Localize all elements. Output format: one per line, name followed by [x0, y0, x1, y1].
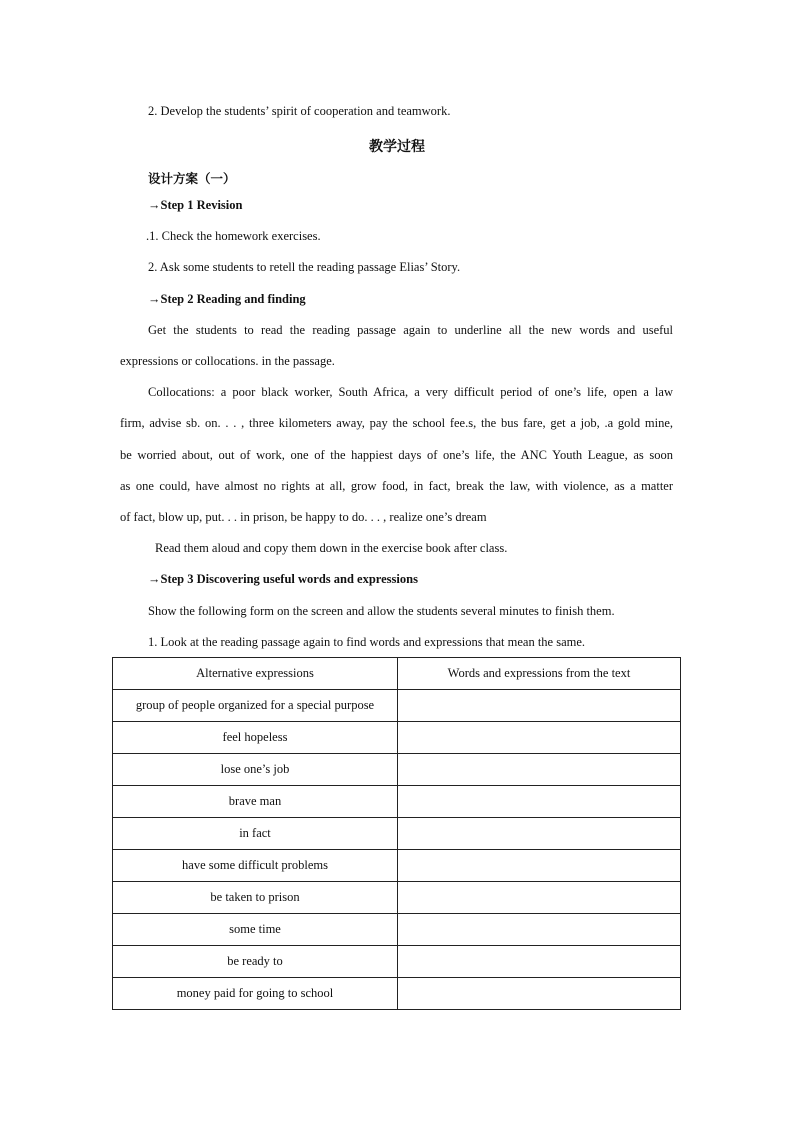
expressions-table — [112, 657, 681, 1010]
table-row — [113, 946, 681, 978]
answer-cell[interactable] — [398, 946, 681, 978]
answer-cell[interactable] — [398, 882, 681, 914]
table-row — [113, 754, 681, 786]
alternative-expression-cell: be ready to — [113, 946, 398, 978]
table-row — [113, 818, 681, 850]
alternative-expression-cell: have some difficult problems — [113, 850, 398, 882]
alternative-expression-cell: in fact — [113, 818, 398, 850]
answer-cell[interactable] — [398, 786, 681, 818]
step2-para1-line2: expressions or collocations. in the passage. — [120, 354, 335, 368]
step2-heading: →Step 2 Reading and finding — [148, 292, 306, 306]
step3-heading: →Step 3 Discovering useful words and expressions — [148, 572, 418, 586]
header-words-from-text: Words and expressions from the text — [398, 658, 681, 690]
table-row — [113, 722, 681, 754]
alternative-expression-cell: some time — [113, 914, 398, 946]
table-row — [113, 914, 681, 946]
step3-task1: 1. Look at the reading passage again to find words and expressions that mean the same. — [148, 635, 586, 649]
step3-intro: Show the following form on the screen and allow the students several minutes to finish them. — [148, 604, 615, 618]
collocations-line2: firm, advise sb. on. . . , three kilometers away, pay the school fee.s, the bus fare, get a job, .a gold mine, — [120, 416, 673, 430]
collocations-line3: be worried about, out of work, one of the happiest days of one’s life, the ANC Youth League, as soon — [120, 448, 673, 462]
alternative-expression-cell: be taken to prison — [113, 882, 398, 914]
table-row — [113, 690, 681, 722]
answer-cell[interactable] — [398, 850, 681, 882]
answer-cell[interactable] — [398, 754, 681, 786]
plan-title: 设计方案（一） — [148, 172, 236, 186]
answer-cell[interactable] — [398, 690, 681, 722]
step1-item2: 2. Ask some students to retell the reading passage Elias’ Story. — [148, 260, 461, 274]
alternative-expression-cell: feel hopeless — [113, 722, 398, 754]
table-row — [113, 786, 681, 818]
section-title: 教学过程 — [369, 140, 425, 155]
step1-item1: .1. Check the homework exercises. — [146, 229, 321, 243]
step2-para1-line1: Get the students to read the reading passage again to underline all the new words and useful — [148, 323, 673, 337]
objective-2: 2. Develop the students’ spirit of cooperation and teamwork. — [148, 104, 451, 118]
table-row — [113, 882, 681, 914]
table-row — [113, 850, 681, 882]
answer-cell[interactable] — [398, 914, 681, 946]
collocations-line5: of fact, blow up, put. . . in prison, be happy to do. . . , realize one’s dream — [120, 510, 487, 524]
alternative-expression-cell: brave man — [113, 786, 398, 818]
collocations-line1: Collocations: a poor black worker, South Africa, a very difficult period of one’s life, open a law — [148, 385, 673, 399]
header-alternative-expressions: Alternative expressions — [113, 658, 398, 690]
answer-cell[interactable] — [398, 818, 681, 850]
alternative-expression-cell: money paid for going to school — [113, 978, 398, 1010]
step1-heading: →Step 1 Revision — [148, 198, 243, 212]
answer-cell[interactable] — [398, 722, 681, 754]
table-row — [113, 978, 681, 1010]
alternative-expression-cell: group of people organized for a special purpose — [113, 690, 398, 722]
table-header-row — [113, 658, 681, 690]
answer-cell[interactable] — [398, 978, 681, 1010]
read-aloud-instruction: Read them aloud and copy them down in the exercise book after class. — [155, 541, 508, 555]
collocations-line4: as one could, have almost no rights at all, grow food, in fact, break the law, with violence, as a matter — [120, 479, 673, 493]
alternative-expression-cell: lose one’s job — [113, 754, 398, 786]
